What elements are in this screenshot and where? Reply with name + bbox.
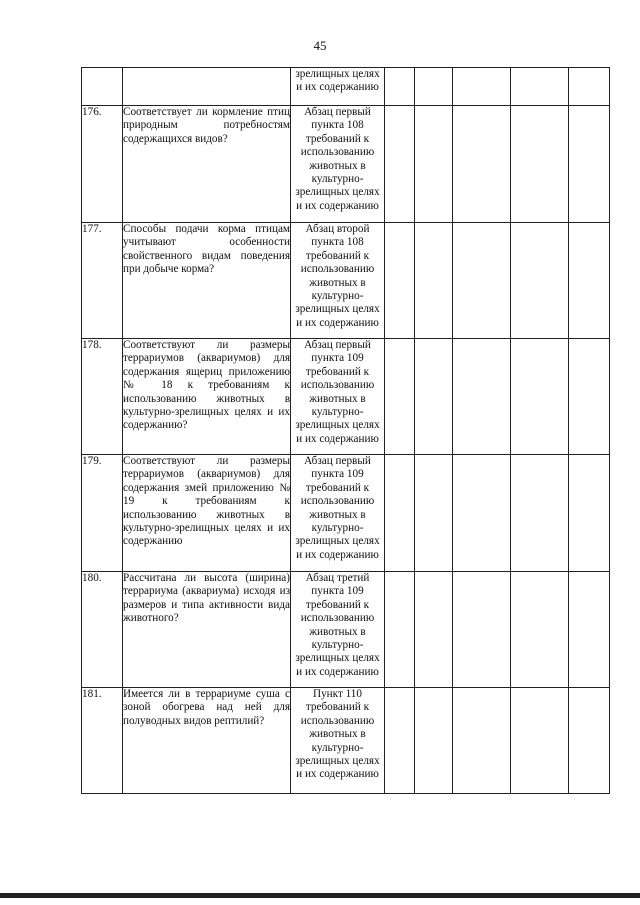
answer-cell[interactable] [511, 106, 569, 223]
table-row [82, 688, 610, 794]
row-question: Соответствует ли кормление птиц природным потребностям содержащихся видов? [123, 106, 291, 223]
answer-cell[interactable] [569, 688, 610, 794]
table-row [82, 68, 610, 106]
answer-cell[interactable] [511, 688, 569, 794]
answer-cell[interactable] [511, 223, 569, 339]
answer-cell[interactable] [415, 223, 453, 339]
answer-cell[interactable] [453, 68, 511, 106]
row-reference: Пункт 110 требований к использованию животных в культурно-зрелищных целях и их содержанию [291, 688, 385, 794]
answer-cell[interactable] [569, 223, 610, 339]
answer-cell[interactable] [511, 572, 569, 688]
scan-bottom-edge [0, 893, 640, 898]
row-question: Рассчитана ли высота (ширина) террариума (аквариума) исходя из размеров и типа активности вида животного? [123, 572, 291, 688]
answer-cell[interactable] [415, 688, 453, 794]
answer-cell[interactable] [415, 455, 453, 572]
table-row [82, 339, 610, 455]
table-row [82, 106, 610, 223]
answer-cell[interactable] [569, 455, 610, 572]
answer-cell[interactable] [453, 223, 511, 339]
row-question [123, 68, 291, 106]
answer-cell[interactable] [453, 339, 511, 455]
row-number: 179. [82, 455, 123, 572]
answer-cell[interactable] [511, 68, 569, 106]
row-number [82, 68, 123, 106]
answer-cell[interactable] [453, 688, 511, 794]
answer-cell[interactable] [415, 339, 453, 455]
answer-cell[interactable] [415, 68, 453, 106]
answer-cell[interactable] [569, 572, 610, 688]
row-number: 178. [82, 339, 123, 455]
table-row [82, 455, 610, 572]
answer-cell[interactable] [415, 106, 453, 223]
row-question: Соответствуют ли размеры террариумов (аквариумов) для содержания змей приложению № 19 к требованиям к использованию животных в культурно-зрелищных целях и их содержанию [123, 455, 291, 572]
row-question: Способы подачи корма птицам учитывают особенности свойственного видам поведения при добыче корма? [123, 223, 291, 339]
table-row [82, 223, 610, 339]
row-question: Имеется ли в террариуме суша с зоной обогрева над ней для полуводных видов рептилий? [123, 688, 291, 794]
answer-cell[interactable] [385, 688, 415, 794]
row-reference: зрелищных целях и их содержанию [291, 68, 385, 106]
checklist-table [81, 67, 610, 794]
answer-cell[interactable] [385, 455, 415, 572]
row-reference: Абзац второй пункта 108 требований к использованию животных в культурно-зрелищных целях и их содержанию [291, 223, 385, 339]
row-reference: Абзац третий пункта 109 требований к использованию животных в культурно-зрелищных целях и их содержанию [291, 572, 385, 688]
row-reference: Абзац первый пункта 108 требований к использованию животных в культурно-зрелищных целях и их содержанию [291, 106, 385, 223]
row-number: 181. [82, 688, 123, 794]
answer-cell[interactable] [385, 223, 415, 339]
answer-cell[interactable] [453, 572, 511, 688]
page-number: 45 [313, 38, 327, 53]
row-number: 180. [82, 572, 123, 688]
answer-cell[interactable] [415, 572, 453, 688]
table-row [82, 572, 610, 688]
answer-cell[interactable] [511, 339, 569, 455]
row-reference: Абзац первый пункта 109 требований к использованию животных в культурно-зрелищных целях и их содержанию [291, 455, 385, 572]
answer-cell[interactable] [511, 455, 569, 572]
answer-cell[interactable] [569, 339, 610, 455]
answer-cell[interactable] [453, 455, 511, 572]
answer-cell[interactable] [453, 106, 511, 223]
row-question: Соответствуют ли размеры террариумов (аквариумов) для содержания ящериц приложению № 18 к требованиям к использованию животных в культурно-зрелищных целях и их содержанию? [123, 339, 291, 455]
answer-cell[interactable] [385, 572, 415, 688]
answer-cell[interactable] [385, 106, 415, 223]
row-number: 177. [82, 223, 123, 339]
row-reference: Абзац первый пункта 109 требований к использованию животных в культурно-зрелищных целях и их содержанию [291, 339, 385, 455]
answer-cell[interactable] [569, 68, 610, 106]
answer-cell[interactable] [385, 68, 415, 106]
row-number: 176. [82, 106, 123, 223]
answer-cell[interactable] [385, 339, 415, 455]
answer-cell[interactable] [569, 106, 610, 223]
